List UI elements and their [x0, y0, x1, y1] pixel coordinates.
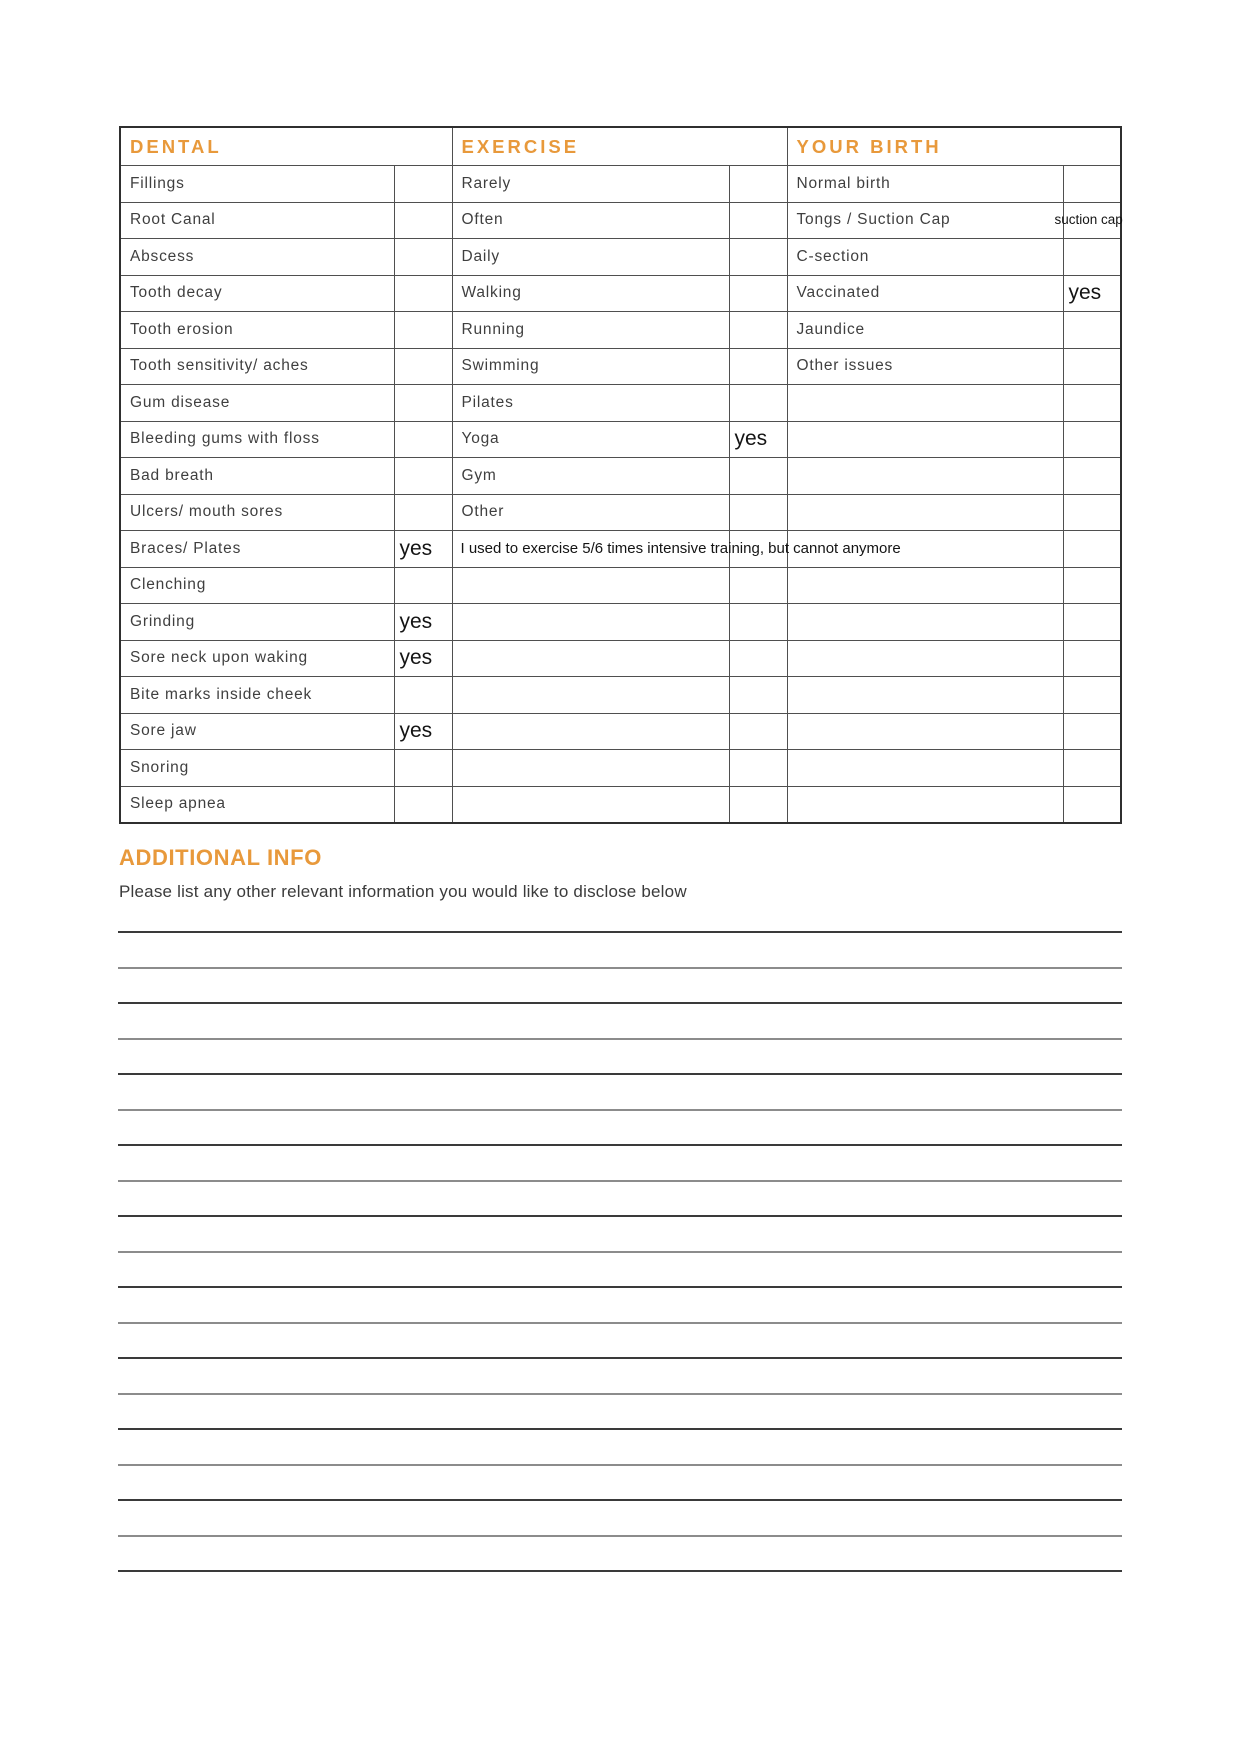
- writing-line: [118, 1002, 1122, 1004]
- row-label: Vaccinated: [796, 284, 881, 302]
- answer-text: yes: [399, 719, 433, 743]
- writing-line: [118, 1180, 1122, 1182]
- row-label: Running: [461, 320, 525, 338]
- answer-text: suction cap: [1054, 212, 1123, 228]
- row-label: Swimming: [461, 357, 540, 375]
- row-label: Pilates: [461, 393, 514, 411]
- writing-line: [118, 1251, 1122, 1253]
- row-label: Bad breath: [130, 466, 214, 484]
- row-label: Abscess: [130, 247, 195, 265]
- row-label: Bite marks inside cheek: [130, 685, 313, 703]
- writing-line: [118, 967, 1122, 969]
- writing-line: [118, 931, 1122, 933]
- writing-line: [118, 1499, 1122, 1501]
- dental-header-label: DENTAL: [130, 135, 222, 157]
- row-label: Other: [461, 503, 505, 521]
- additional-info-subtitle: Please list any other relevant information you would like to disclose below: [119, 882, 687, 901]
- row-label: Tongs / Suction Cap: [796, 211, 951, 229]
- row-label: Tooth decay: [130, 284, 223, 302]
- writing-line: [118, 1144, 1122, 1146]
- row-label: Grinding: [130, 612, 195, 630]
- row-label: Daily: [461, 247, 500, 265]
- row-label: Often: [461, 211, 504, 229]
- row-label: Sore neck upon waking: [130, 649, 308, 667]
- writing-line: [118, 1357, 1122, 1359]
- answer-text: yes: [399, 646, 433, 670]
- row-label: C-section: [796, 247, 870, 265]
- answer-text: yes: [399, 536, 433, 560]
- additional-info-title: ADDITIONAL INFO: [119, 845, 322, 870]
- row-label: Yoga: [461, 430, 500, 448]
- exercise-header-label: EXERCISE: [461, 135, 580, 157]
- row-label: Rarely: [461, 174, 512, 192]
- row-label: Tooth erosion: [130, 320, 234, 338]
- row-label: Tooth sensitivity/ aches: [130, 357, 309, 375]
- writing-line: [118, 1322, 1122, 1324]
- row-label: Other issues: [796, 357, 894, 375]
- writing-line: [118, 1464, 1122, 1466]
- writing-line: [118, 1428, 1122, 1430]
- additional-info-writing-area[interactable]: [118, 0, 1122, 1754]
- row-label: Jaundice: [796, 320, 865, 338]
- writing-line: [118, 1073, 1122, 1075]
- row-label: Snoring: [130, 758, 190, 776]
- row-label: Bleeding gums with floss: [130, 430, 320, 448]
- row-label: Walking: [461, 284, 522, 302]
- row-label: Sore jaw: [130, 722, 197, 740]
- row-label: Sleep apnea: [130, 795, 226, 813]
- row-label: Normal birth: [796, 174, 891, 192]
- writing-line: [118, 1286, 1122, 1288]
- row-label: Root Canal: [130, 211, 216, 229]
- answer-text: yes: [1068, 281, 1102, 305]
- exercise-freetext-note: I used to exercise 5/6 times intensive training, but cannot anymore: [460, 539, 901, 557]
- row-label: Ulcers/ mouth sores: [130, 503, 284, 521]
- writing-line: [118, 1038, 1122, 1040]
- answer-text: yes: [399, 609, 433, 633]
- writing-line: [118, 1570, 1122, 1572]
- birth-header-label: YOUR BIRTH: [796, 135, 942, 157]
- writing-line: [118, 1109, 1122, 1111]
- answer-text: yes: [734, 427, 768, 451]
- writing-line: [118, 1215, 1122, 1217]
- row-label: Gym: [461, 466, 497, 484]
- row-label: Gum disease: [130, 393, 231, 411]
- writing-line: [118, 1535, 1122, 1537]
- writing-line: [118, 1393, 1122, 1395]
- row-label: Braces/ Plates: [130, 539, 242, 557]
- row-label: Fillings: [130, 174, 185, 192]
- row-label: Clenching: [130, 576, 207, 594]
